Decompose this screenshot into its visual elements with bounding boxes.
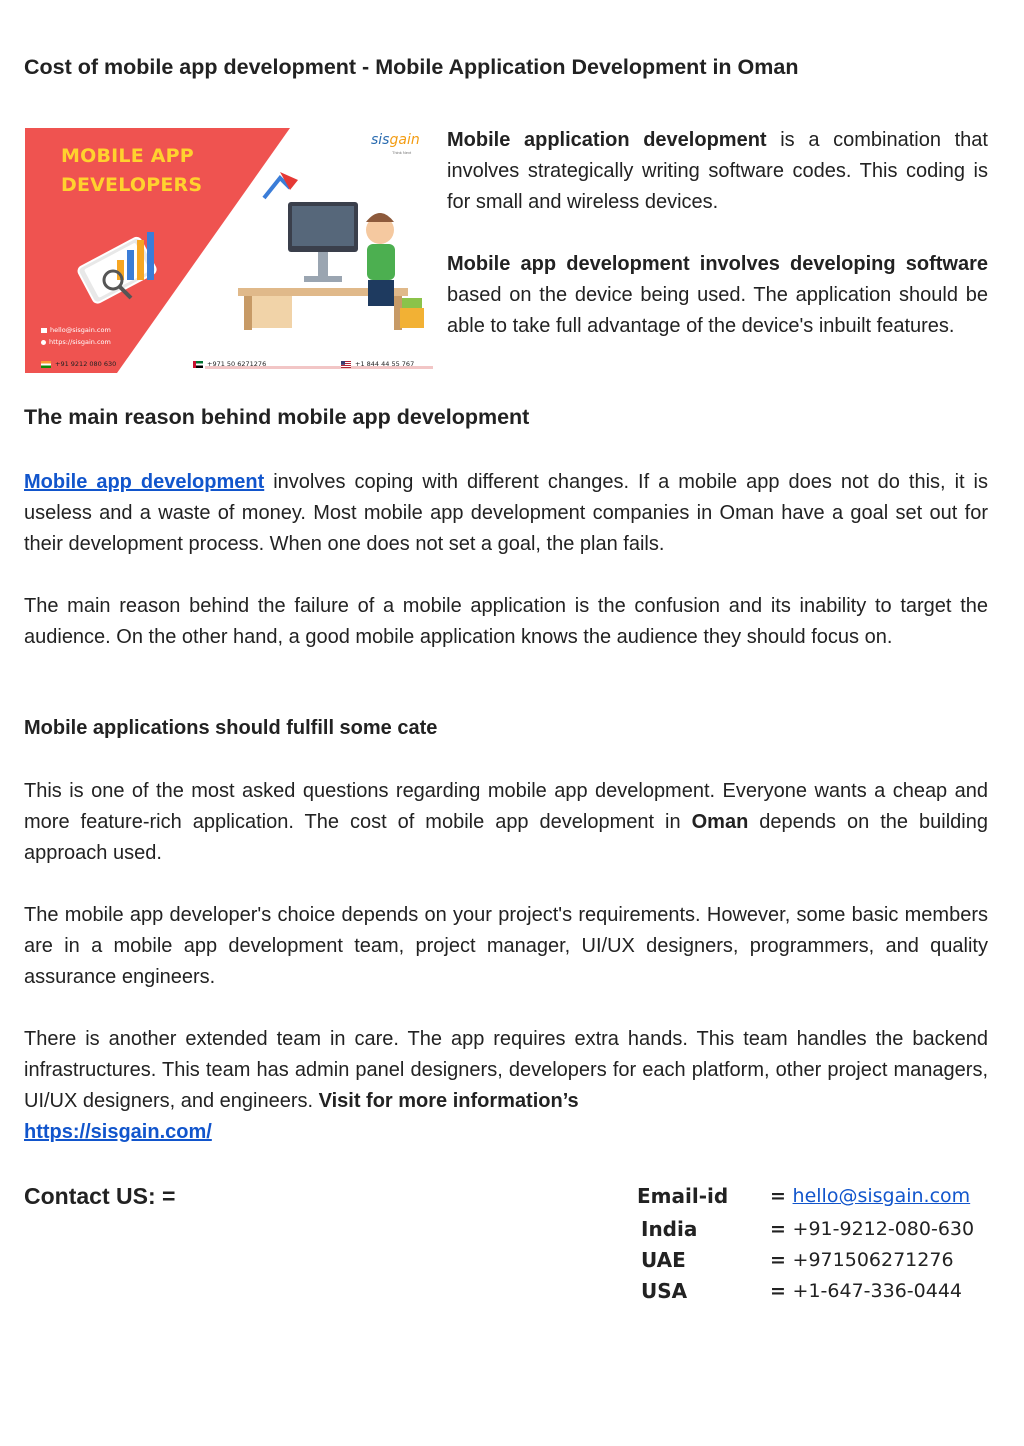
section1-paragraph-2: The main reason behind the failure of a mobile application is the confusion and its inability to target the audience. On the other hand, a good mobile application knows the audience they should focus on. xyxy=(24,595,988,648)
banner-website-text: https://sisgain.com xyxy=(49,338,111,346)
india-flag-icon xyxy=(41,361,51,368)
intro-p2-bold: Mobile app development involves developing software xyxy=(447,253,988,275)
banner-email xyxy=(41,326,111,334)
logo-accent-text: gain xyxy=(389,132,420,148)
banner-website xyxy=(41,338,111,346)
uae-flag-icon xyxy=(193,361,203,368)
section2-p1-text: This is one of the most asked questions regarding mobile app development. Everyone wants a cheap and more feature-rich application. The cost of mobile app development in xyxy=(24,780,988,833)
contact-value-uae xyxy=(770,1249,954,1271)
usa-flag-icon xyxy=(341,361,351,368)
globe-icon xyxy=(41,340,46,345)
section2-p3-text: There is another extended team in care. The app requires extra hands. This team handles the backend infrastructures. This team has admin panel designers, developers for each platform, other project managers, UI/UX designers, and engineers. xyxy=(24,1028,988,1112)
section1-paragraph-1 xyxy=(24,467,988,560)
section2-p1-bold: Oman xyxy=(691,811,749,833)
section2-p1-text-end: depends on the building approach used. xyxy=(24,811,988,864)
banner-phone-usa-text: +1 844 44 55 767 xyxy=(355,360,415,368)
contact-value-india xyxy=(770,1218,974,1240)
contact-sep-india: = xyxy=(770,1218,793,1240)
section2-paragraph-1 xyxy=(24,776,988,869)
banner-phone-india xyxy=(41,360,116,368)
intro-paragraph-2 xyxy=(447,249,988,342)
section-heading-main-reason: The main reason behind mobile app development xyxy=(24,405,530,429)
banner-phone-india-text: +91 9212 080 630 xyxy=(55,360,117,368)
contact-sep-email: = xyxy=(770,1185,793,1207)
mobile-app-development-link[interactable]: Mobile app development xyxy=(24,471,265,493)
intro-paragraph-1 xyxy=(447,125,988,218)
contact-value-email xyxy=(770,1185,970,1207)
sisgain-website-link[interactable]: https://sisgain.com/ xyxy=(24,1121,212,1143)
contact-email-link[interactable]: hello@sisgain.com xyxy=(792,1185,971,1207)
contact-sep-uae: = xyxy=(770,1249,793,1271)
contact-sep-usa: = xyxy=(770,1280,793,1302)
intro-p2-text: based on the device being used. The application should be able to take full advantage of the device's inbuilt features. xyxy=(447,284,988,337)
mail-icon xyxy=(41,328,47,333)
intro-p1-bold: Mobile application development xyxy=(447,129,767,151)
banner-phone-uae xyxy=(193,360,266,368)
banner-phone-usa xyxy=(341,360,414,368)
banner-headline-line2: DEVELOPERS xyxy=(61,174,203,196)
section-heading-fulfill: Mobile applications should fulfill some cate xyxy=(24,717,438,739)
phone-chart-illustration xyxy=(65,210,175,320)
contact-label-india: India xyxy=(641,1217,698,1241)
visit-info-label: Visit for more information’s xyxy=(318,1090,579,1112)
section1-p1-text: involves coping with different changes. If a mobile app does not do this, it is useless and a waste of money. Most mobile app development companies in Oman have a goal set out for their development process. When one does not set a goal, the plan fails. xyxy=(24,471,989,555)
contact-india-phone: +91-9212-080-630 xyxy=(792,1218,975,1240)
contact-label-email: Email-id xyxy=(637,1184,729,1208)
banner-headline xyxy=(61,142,202,200)
page-title: Cost of mobile app development - Mobile Application Development in Oman xyxy=(24,55,799,79)
section2-paragraph-3 xyxy=(24,1024,988,1148)
contact-usa-phone: +1-647-336-0444 xyxy=(792,1280,963,1302)
section2-paragraph-2: The mobile app developer's choice depends on your project's requirements. However, some basic members are in a mobile app development team, project manager, UI/UX designers, programmers, and quality assurance engineers. xyxy=(24,904,988,988)
contact-title: Contact US: = xyxy=(24,1183,176,1209)
contact-value-usa xyxy=(770,1280,962,1302)
developer-desk-illustration xyxy=(230,168,430,338)
banner-email-text: hello@sisgain.com xyxy=(50,326,111,334)
banner-image xyxy=(25,128,433,373)
banner-headline-line1: MOBILE APP xyxy=(61,145,194,167)
contact-uae-phone: +971506271276 xyxy=(792,1249,954,1271)
banner-phone-uae-text: +971 50 6271276 xyxy=(207,360,267,368)
intro-p1-text: is a combination that involves strategically writing software codes. This coding is for small and wireless devices. xyxy=(447,129,988,213)
contact-label-uae: UAE xyxy=(641,1248,686,1272)
sisgain-logo: sisgain xyxy=(371,132,420,148)
logo-tagline: Think Next xyxy=(392,150,412,155)
contact-label-usa: USA xyxy=(641,1279,688,1303)
